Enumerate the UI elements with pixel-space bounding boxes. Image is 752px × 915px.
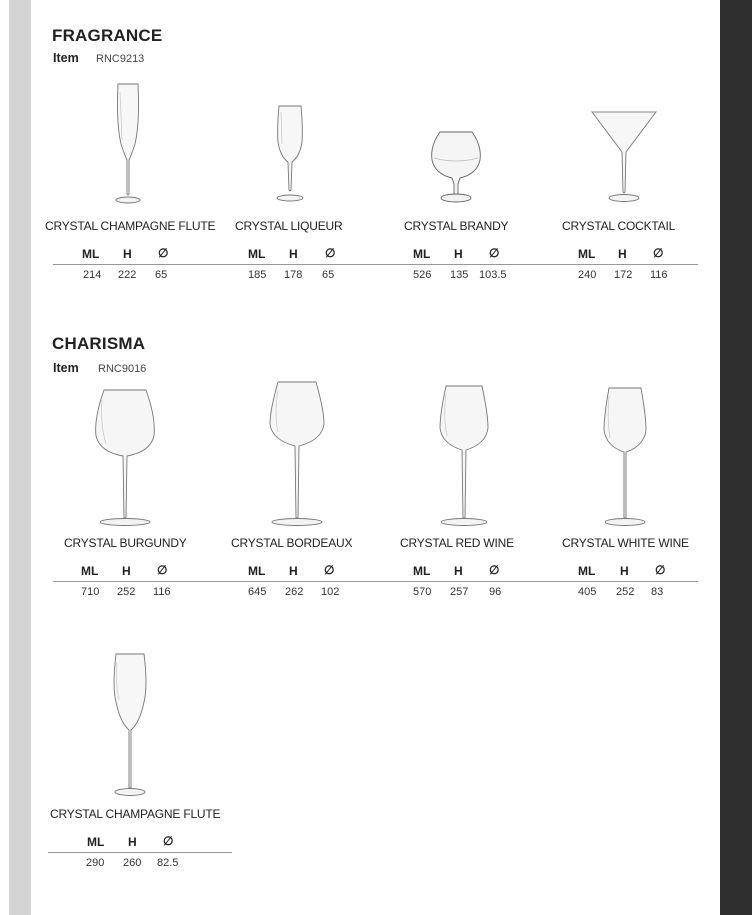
header-h: H	[454, 247, 463, 261]
value-ml: 710	[81, 586, 100, 598]
table-divider	[53, 581, 698, 582]
left-margin-bar	[9, 0, 31, 915]
header-diameter: ∅	[157, 563, 168, 577]
item-label: Item	[53, 51, 79, 65]
value-diameter: 83	[651, 586, 664, 598]
value-h: 262	[285, 586, 304, 598]
section-title-charisma: CHARISMA	[52, 334, 146, 353]
brandy-glass-image	[428, 128, 484, 204]
value-diameter: 116	[650, 269, 668, 281]
item-code: RNC9213	[96, 53, 145, 65]
header-diameter: ∅	[655, 563, 666, 577]
header-ml: ML	[248, 247, 266, 261]
header-diameter: ∅	[163, 834, 174, 848]
header-h: H	[128, 835, 137, 849]
right-margin-bar	[720, 0, 752, 915]
white-wine-glass-image	[600, 386, 650, 528]
header-ml: ML	[248, 564, 266, 578]
cocktail-glass-image	[590, 108, 658, 204]
header-h: H	[123, 247, 132, 261]
product-name: CRYSTAL BRANDY	[404, 219, 509, 233]
value-ml: 240	[578, 269, 597, 281]
value-diameter: 116	[153, 586, 171, 598]
header-ml: ML	[82, 247, 100, 261]
value-h: 178	[284, 269, 303, 281]
value-h: 252	[117, 586, 136, 598]
table-divider	[53, 264, 698, 265]
value-diameter: 82.5	[157, 857, 179, 869]
value-diameter: 65	[322, 269, 335, 281]
product-name: CRYSTAL COCKTAIL	[562, 219, 676, 233]
header-diameter: ∅	[653, 246, 664, 260]
header-diameter: ∅	[158, 246, 169, 260]
value-ml: 185	[248, 269, 267, 281]
champagne-flute-image	[110, 82, 146, 206]
product-name: CRYSTAL BURGUNDY	[64, 536, 187, 550]
header-h: H	[618, 247, 627, 261]
product-name: CRYSTAL BORDEAUX	[231, 536, 353, 550]
section-title-fragrance: FRAGRANCE	[52, 26, 163, 45]
header-diameter: ∅	[324, 563, 335, 577]
value-diameter: 103.5	[479, 269, 507, 281]
value-ml: 570	[413, 586, 432, 598]
value-h: 252	[616, 586, 635, 598]
header-ml: ML	[578, 247, 596, 261]
header-h: H	[122, 564, 131, 578]
value-h: 257	[450, 586, 469, 598]
header-diameter: ∅	[325, 246, 336, 260]
value-ml: 214	[83, 269, 102, 281]
champagne-flute-image	[108, 652, 152, 798]
header-h: H	[620, 564, 629, 578]
product-name: CRYSTAL CHAMPAGNE FLUTE	[50, 807, 221, 821]
value-ml: 526	[413, 269, 432, 281]
value-ml: 290	[86, 857, 105, 869]
value-h: 222	[118, 269, 137, 281]
red-wine-glass-image	[436, 384, 492, 528]
burgundy-glass-image	[94, 388, 156, 528]
value-ml: 645	[248, 586, 267, 598]
header-ml: ML	[413, 564, 431, 578]
liqueur-glass-image	[270, 104, 310, 204]
header-h: H	[454, 564, 463, 578]
table-divider	[48, 852, 232, 853]
product-name: CRYSTAL RED WINE	[400, 536, 514, 550]
header-h: H	[289, 564, 298, 578]
value-diameter: 65	[155, 269, 168, 281]
item-label: Item	[53, 361, 79, 375]
header-diameter: ∅	[489, 563, 500, 577]
value-ml: 405	[578, 586, 597, 598]
value-h: 135	[450, 269, 469, 281]
header-ml: ML	[578, 564, 596, 578]
bordeaux-glass-image	[266, 380, 328, 528]
header-ml: ML	[81, 564, 99, 578]
header-h: H	[289, 247, 298, 261]
item-code: RNC9016	[98, 363, 147, 375]
header-ml: ML	[87, 835, 105, 849]
product-name: CRYSTAL LIQUEUR	[235, 219, 343, 233]
header-diameter: ∅	[489, 246, 500, 260]
header-ml: ML	[413, 247, 431, 261]
value-h: 260	[123, 857, 142, 869]
value-diameter: 102	[321, 586, 340, 598]
product-name: CRYSTAL CHAMPAGNE FLUTE	[45, 219, 216, 233]
product-name: CRYSTAL WHITE WINE	[562, 536, 689, 550]
value-diameter: 96	[489, 586, 502, 598]
value-h: 172	[614, 269, 633, 281]
